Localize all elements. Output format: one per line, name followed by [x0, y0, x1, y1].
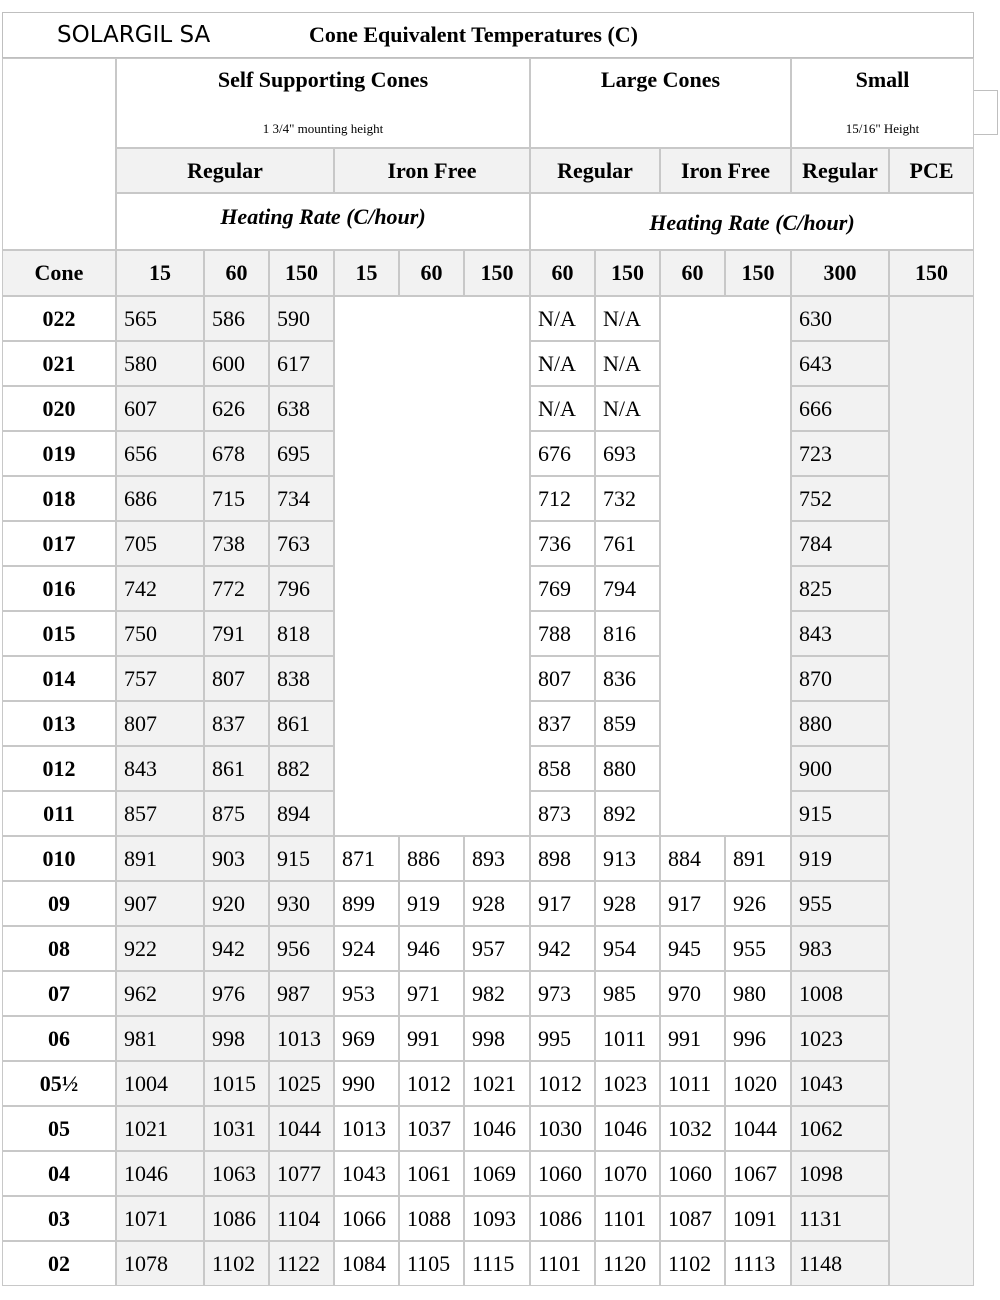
- sub-sm-regular: Regular: [791, 148, 889, 193]
- column-header-rate: 60: [204, 250, 269, 296]
- table-cell: 884: [660, 836, 725, 881]
- group-small-label: Small: [855, 67, 910, 92]
- table-cell: 1011: [595, 1016, 660, 1061]
- table-cell: 784: [791, 521, 889, 566]
- table-cell: 899: [334, 881, 399, 926]
- table-cell: 607: [116, 386, 204, 431]
- table-cell: 1063: [204, 1151, 269, 1196]
- table-cell: 1044: [269, 1106, 334, 1151]
- table-cell: 983: [791, 926, 889, 971]
- column-header-rate: 150: [464, 250, 530, 296]
- table-cell: 807: [530, 656, 595, 701]
- table-cell: 1023: [595, 1061, 660, 1106]
- table-cell: 1046: [464, 1106, 530, 1151]
- table-cell: 928: [595, 881, 660, 926]
- table-cell: 900: [791, 746, 889, 791]
- table-cell: 712: [530, 476, 595, 521]
- table-cell: 858: [530, 746, 595, 791]
- table-cell: 1062: [791, 1106, 889, 1151]
- table-cell: 1020: [725, 1061, 791, 1106]
- table-cell: 946: [399, 926, 464, 971]
- table-cell: 1104: [269, 1196, 334, 1241]
- table-cell: 666: [791, 386, 889, 431]
- table-cell: 980: [725, 971, 791, 1016]
- table-cell: 976: [204, 971, 269, 1016]
- table-cell: 907: [116, 881, 204, 926]
- table-cell: 955: [791, 881, 889, 926]
- table-cell: 1013: [269, 1016, 334, 1061]
- table-cell: 1031: [204, 1106, 269, 1151]
- row-header-cone: 015: [2, 611, 116, 656]
- group-small-note: 15/16" Height: [845, 121, 920, 136]
- table-cell: 893: [464, 836, 530, 881]
- table-cell: 807: [204, 656, 269, 701]
- table-cell: 626: [204, 386, 269, 431]
- row-header-cone: 04: [2, 1151, 116, 1196]
- table-cell: 880: [595, 746, 660, 791]
- table-cell: 969: [334, 1016, 399, 1061]
- row-header-cone: 06: [2, 1016, 116, 1061]
- table-cell: 656: [116, 431, 204, 476]
- table-cell: 1021: [464, 1061, 530, 1106]
- table-cell: 1098: [791, 1151, 889, 1196]
- table-cell: N/A: [530, 386, 595, 431]
- table-cell: 843: [791, 611, 889, 656]
- table-cell: 973: [530, 971, 595, 1016]
- column-header-rate: 15: [334, 250, 399, 296]
- row-header-cone: 03: [2, 1196, 116, 1241]
- table-cell: 898: [530, 836, 595, 881]
- table-cell: 686: [116, 476, 204, 521]
- table-cell: 995: [530, 1016, 595, 1061]
- column-header-rate: 150: [725, 250, 791, 296]
- table-cell: 1105: [399, 1241, 464, 1286]
- table-cell: 956: [269, 926, 334, 971]
- table-cell: 1046: [116, 1151, 204, 1196]
- row-header-cone: 010: [2, 836, 116, 881]
- table-cell: 590: [269, 296, 334, 341]
- table-cell: 1043: [334, 1151, 399, 1196]
- table-cell: 1122: [269, 1241, 334, 1286]
- company-name: SOLARGIL SA: [57, 22, 211, 48]
- table-cell: 705: [116, 521, 204, 566]
- table-cell: 1078: [116, 1241, 204, 1286]
- table-cell: 903: [204, 836, 269, 881]
- row-header-cone: 07: [2, 971, 116, 1016]
- row-header-cone: 08: [2, 926, 116, 971]
- table-cell: 788: [530, 611, 595, 656]
- table-cell: 617: [269, 341, 334, 386]
- table-cell: 987: [269, 971, 334, 1016]
- table-cell: 1044: [725, 1106, 791, 1151]
- table-cell: 676: [530, 431, 595, 476]
- heating-rate-ss: [116, 193, 530, 250]
- table-cell: 761: [595, 521, 660, 566]
- table-cell: 678: [204, 431, 269, 476]
- table-cell: 838: [269, 656, 334, 701]
- table-cell: 991: [399, 1016, 464, 1061]
- table-cell: 861: [204, 746, 269, 791]
- table-cell: 991: [660, 1016, 725, 1061]
- table-cell: 738: [204, 521, 269, 566]
- table-cell: 1032: [660, 1106, 725, 1151]
- table-cell: 954: [595, 926, 660, 971]
- table-cell: 580: [116, 341, 204, 386]
- table-cell: 807: [116, 701, 204, 746]
- table-cell: 924: [334, 926, 399, 971]
- table-cell: 836: [595, 656, 660, 701]
- table-cell: 1046: [595, 1106, 660, 1151]
- table-cell: 892: [595, 791, 660, 836]
- row-header-cone: 011: [2, 791, 116, 836]
- row-header-cone: 019: [2, 431, 116, 476]
- corner-blank-cell: [2, 58, 116, 250]
- table-cell: 763: [269, 521, 334, 566]
- table-cell: 922: [116, 926, 204, 971]
- table-cell: 1131: [791, 1196, 889, 1241]
- table-cell: 600: [204, 341, 269, 386]
- table-cell: 962: [116, 971, 204, 1016]
- table-cell: 1030: [530, 1106, 595, 1151]
- table-cell: 915: [269, 836, 334, 881]
- table-cell: 1077: [269, 1151, 334, 1196]
- table-cell: 970: [660, 971, 725, 1016]
- right-edge-stub: [974, 90, 998, 135]
- table-cell: 723: [791, 431, 889, 476]
- table-cell: 998: [204, 1016, 269, 1061]
- table-cell: 1025: [269, 1061, 334, 1106]
- table-cell: 990: [334, 1061, 399, 1106]
- table-cell: 926: [725, 881, 791, 926]
- table-cell: 825: [791, 566, 889, 611]
- title-row: [2, 12, 974, 58]
- table-cell: 796: [269, 566, 334, 611]
- table-cell: 1021: [116, 1106, 204, 1151]
- table-cell: 1102: [204, 1241, 269, 1286]
- table-cell: 915: [791, 791, 889, 836]
- table-cell: 750: [116, 611, 204, 656]
- table-cell: 971: [399, 971, 464, 1016]
- table-cell: 736: [530, 521, 595, 566]
- column-header-rate: 60: [399, 250, 464, 296]
- table-cell: 920: [204, 881, 269, 926]
- column-header-rate: 15: [116, 250, 204, 296]
- table-cell: 945: [660, 926, 725, 971]
- table-cell: 982: [464, 971, 530, 1016]
- sub-pce: PCE: [889, 148, 974, 193]
- table-cell: 1060: [660, 1151, 725, 1196]
- table-cell: 630: [791, 296, 889, 341]
- table-cell: 919: [399, 881, 464, 926]
- table-cell: 1113: [725, 1241, 791, 1286]
- row-header-cone: 05: [2, 1106, 116, 1151]
- table-cell: 1101: [595, 1196, 660, 1241]
- table-cell: 957: [464, 926, 530, 971]
- column-header-rate: 60: [530, 250, 595, 296]
- group-self-supporting-label: Self Supporting Cones: [217, 67, 429, 92]
- column-header-cone: Cone: [2, 250, 116, 296]
- table-cell: 953: [334, 971, 399, 1016]
- table-cell: 1102: [660, 1241, 725, 1286]
- table-cell: 1071: [116, 1196, 204, 1241]
- table-cell: 734: [269, 476, 334, 521]
- blank-pce-block: [889, 296, 974, 1286]
- table-cell: 857: [116, 791, 204, 836]
- table-cell: 891: [725, 836, 791, 881]
- table-cell: 891: [116, 836, 204, 881]
- table-cell: 859: [595, 701, 660, 746]
- table-cell: 981: [116, 1016, 204, 1061]
- table-cell: 917: [660, 881, 725, 926]
- table-cell: 715: [204, 476, 269, 521]
- column-header-rate: 150: [595, 250, 660, 296]
- table-cell: 837: [530, 701, 595, 746]
- table-cell: 791: [204, 611, 269, 656]
- group-self-supporting-header: [116, 58, 530, 148]
- table-cell: 1084: [334, 1241, 399, 1286]
- table-cell: 1070: [595, 1151, 660, 1196]
- table-cell: 1148: [791, 1241, 889, 1286]
- table-cell: 861: [269, 701, 334, 746]
- table-cell: 638: [269, 386, 334, 431]
- table-cell: 1067: [725, 1151, 791, 1196]
- table-cell: 928: [464, 881, 530, 926]
- table-cell: 643: [791, 341, 889, 386]
- table-cell: 1091: [725, 1196, 791, 1241]
- table-cell: 732: [595, 476, 660, 521]
- table-cell: 695: [269, 431, 334, 476]
- table-cell: 1015: [204, 1061, 269, 1106]
- table-cell: 1012: [399, 1061, 464, 1106]
- table-cell: 942: [530, 926, 595, 971]
- table-cell: 873: [530, 791, 595, 836]
- column-header-rate: 150: [269, 250, 334, 296]
- sub-lg-iron-free: Iron Free: [660, 148, 791, 193]
- table-cell: 1093: [464, 1196, 530, 1241]
- table-cell: 913: [595, 836, 660, 881]
- table-cell: 1004: [116, 1061, 204, 1106]
- table-cell: 919: [791, 836, 889, 881]
- table-cell: 930: [269, 881, 334, 926]
- heating-rate-large-small-label: Heating Rate (C/hour): [649, 210, 855, 235]
- table-cell: 1023: [791, 1016, 889, 1061]
- table-cell: 1043: [791, 1061, 889, 1106]
- row-header-cone: 012: [2, 746, 116, 791]
- table-cell: 998: [464, 1016, 530, 1061]
- sub-ss-iron-free: Iron Free: [334, 148, 530, 193]
- table-cell: N/A: [595, 296, 660, 341]
- table-cell: 757: [116, 656, 204, 701]
- table-cell: 742: [116, 566, 204, 611]
- table-cell: 880: [791, 701, 889, 746]
- table-cell: 917: [530, 881, 595, 926]
- table-cell: 843: [116, 746, 204, 791]
- table-cell: 1061: [399, 1151, 464, 1196]
- table-cell: 875: [204, 791, 269, 836]
- table-cell: 816: [595, 611, 660, 656]
- row-header-cone: 021: [2, 341, 116, 386]
- table-cell: 955: [725, 926, 791, 971]
- table-cell: 837: [204, 701, 269, 746]
- row-header-cone: 05½: [2, 1061, 116, 1106]
- table-cell: 942: [204, 926, 269, 971]
- table-cell: 871: [334, 836, 399, 881]
- column-header-rate: 150: [889, 250, 974, 296]
- row-header-cone: 017: [2, 521, 116, 566]
- row-header-cone: 014: [2, 656, 116, 701]
- sub-lg-regular: Regular: [530, 148, 660, 193]
- row-header-cone: 013: [2, 701, 116, 746]
- table-cell: N/A: [530, 296, 595, 341]
- table-cell: 752: [791, 476, 889, 521]
- blank-lg-iron-free-block: [660, 296, 791, 836]
- table-cell: 894: [269, 791, 334, 836]
- table-cell: 985: [595, 971, 660, 1016]
- column-header-rate: 300: [791, 250, 889, 296]
- table-cell: 565: [116, 296, 204, 341]
- group-large-label: Large Cones: [600, 67, 721, 92]
- row-header-cone: 016: [2, 566, 116, 611]
- group-self-supporting-note: 1 3/4" mounting height: [262, 121, 384, 136]
- table-cell: 886: [399, 836, 464, 881]
- table-cell: 1069: [464, 1151, 530, 1196]
- group-small-header: [791, 58, 974, 148]
- row-header-cone: 020: [2, 386, 116, 431]
- table-cell: 1087: [660, 1196, 725, 1241]
- table-cell: 1101: [530, 1241, 595, 1286]
- heating-rate-large-small: [530, 193, 974, 250]
- table-cell: 1060: [530, 1151, 595, 1196]
- table-cell: 1008: [791, 971, 889, 1016]
- column-header-rate: 60: [660, 250, 725, 296]
- table-cell: 1037: [399, 1106, 464, 1151]
- table-cell: 1012: [530, 1061, 595, 1106]
- table-cell: N/A: [595, 341, 660, 386]
- table-cell: 1013: [334, 1106, 399, 1151]
- table-cell: 882: [269, 746, 334, 791]
- table-cell: 870: [791, 656, 889, 701]
- table-cell: N/A: [595, 386, 660, 431]
- table-cell: 1115: [464, 1241, 530, 1286]
- table-cell: 1066: [334, 1196, 399, 1241]
- table-cell: 996: [725, 1016, 791, 1061]
- group-large-header: [530, 58, 791, 148]
- table-cell: 818: [269, 611, 334, 656]
- table-cell: 769: [530, 566, 595, 611]
- sub-ss-regular: Regular: [116, 148, 334, 193]
- table-cell: 772: [204, 566, 269, 611]
- page-title: Cone Equivalent Temperatures (C): [309, 22, 638, 47]
- table-cell: 794: [595, 566, 660, 611]
- table-cell: 1086: [530, 1196, 595, 1241]
- table-cell: N/A: [530, 341, 595, 386]
- table-cell: 693: [595, 431, 660, 476]
- blank-ss-iron-free-block: [334, 296, 530, 836]
- table-cell: 1086: [204, 1196, 269, 1241]
- row-header-cone: 09: [2, 881, 116, 926]
- row-header-cone: 018: [2, 476, 116, 521]
- table-cell: 1120: [595, 1241, 660, 1286]
- table-cell: 1011: [660, 1061, 725, 1106]
- table-cell: 586: [204, 296, 269, 341]
- table-cell: 1088: [399, 1196, 464, 1241]
- row-header-cone: 022: [2, 296, 116, 341]
- row-header-cone: 02: [2, 1241, 116, 1286]
- heating-rate-ss-label: Heating Rate (C/hour): [220, 204, 426, 229]
